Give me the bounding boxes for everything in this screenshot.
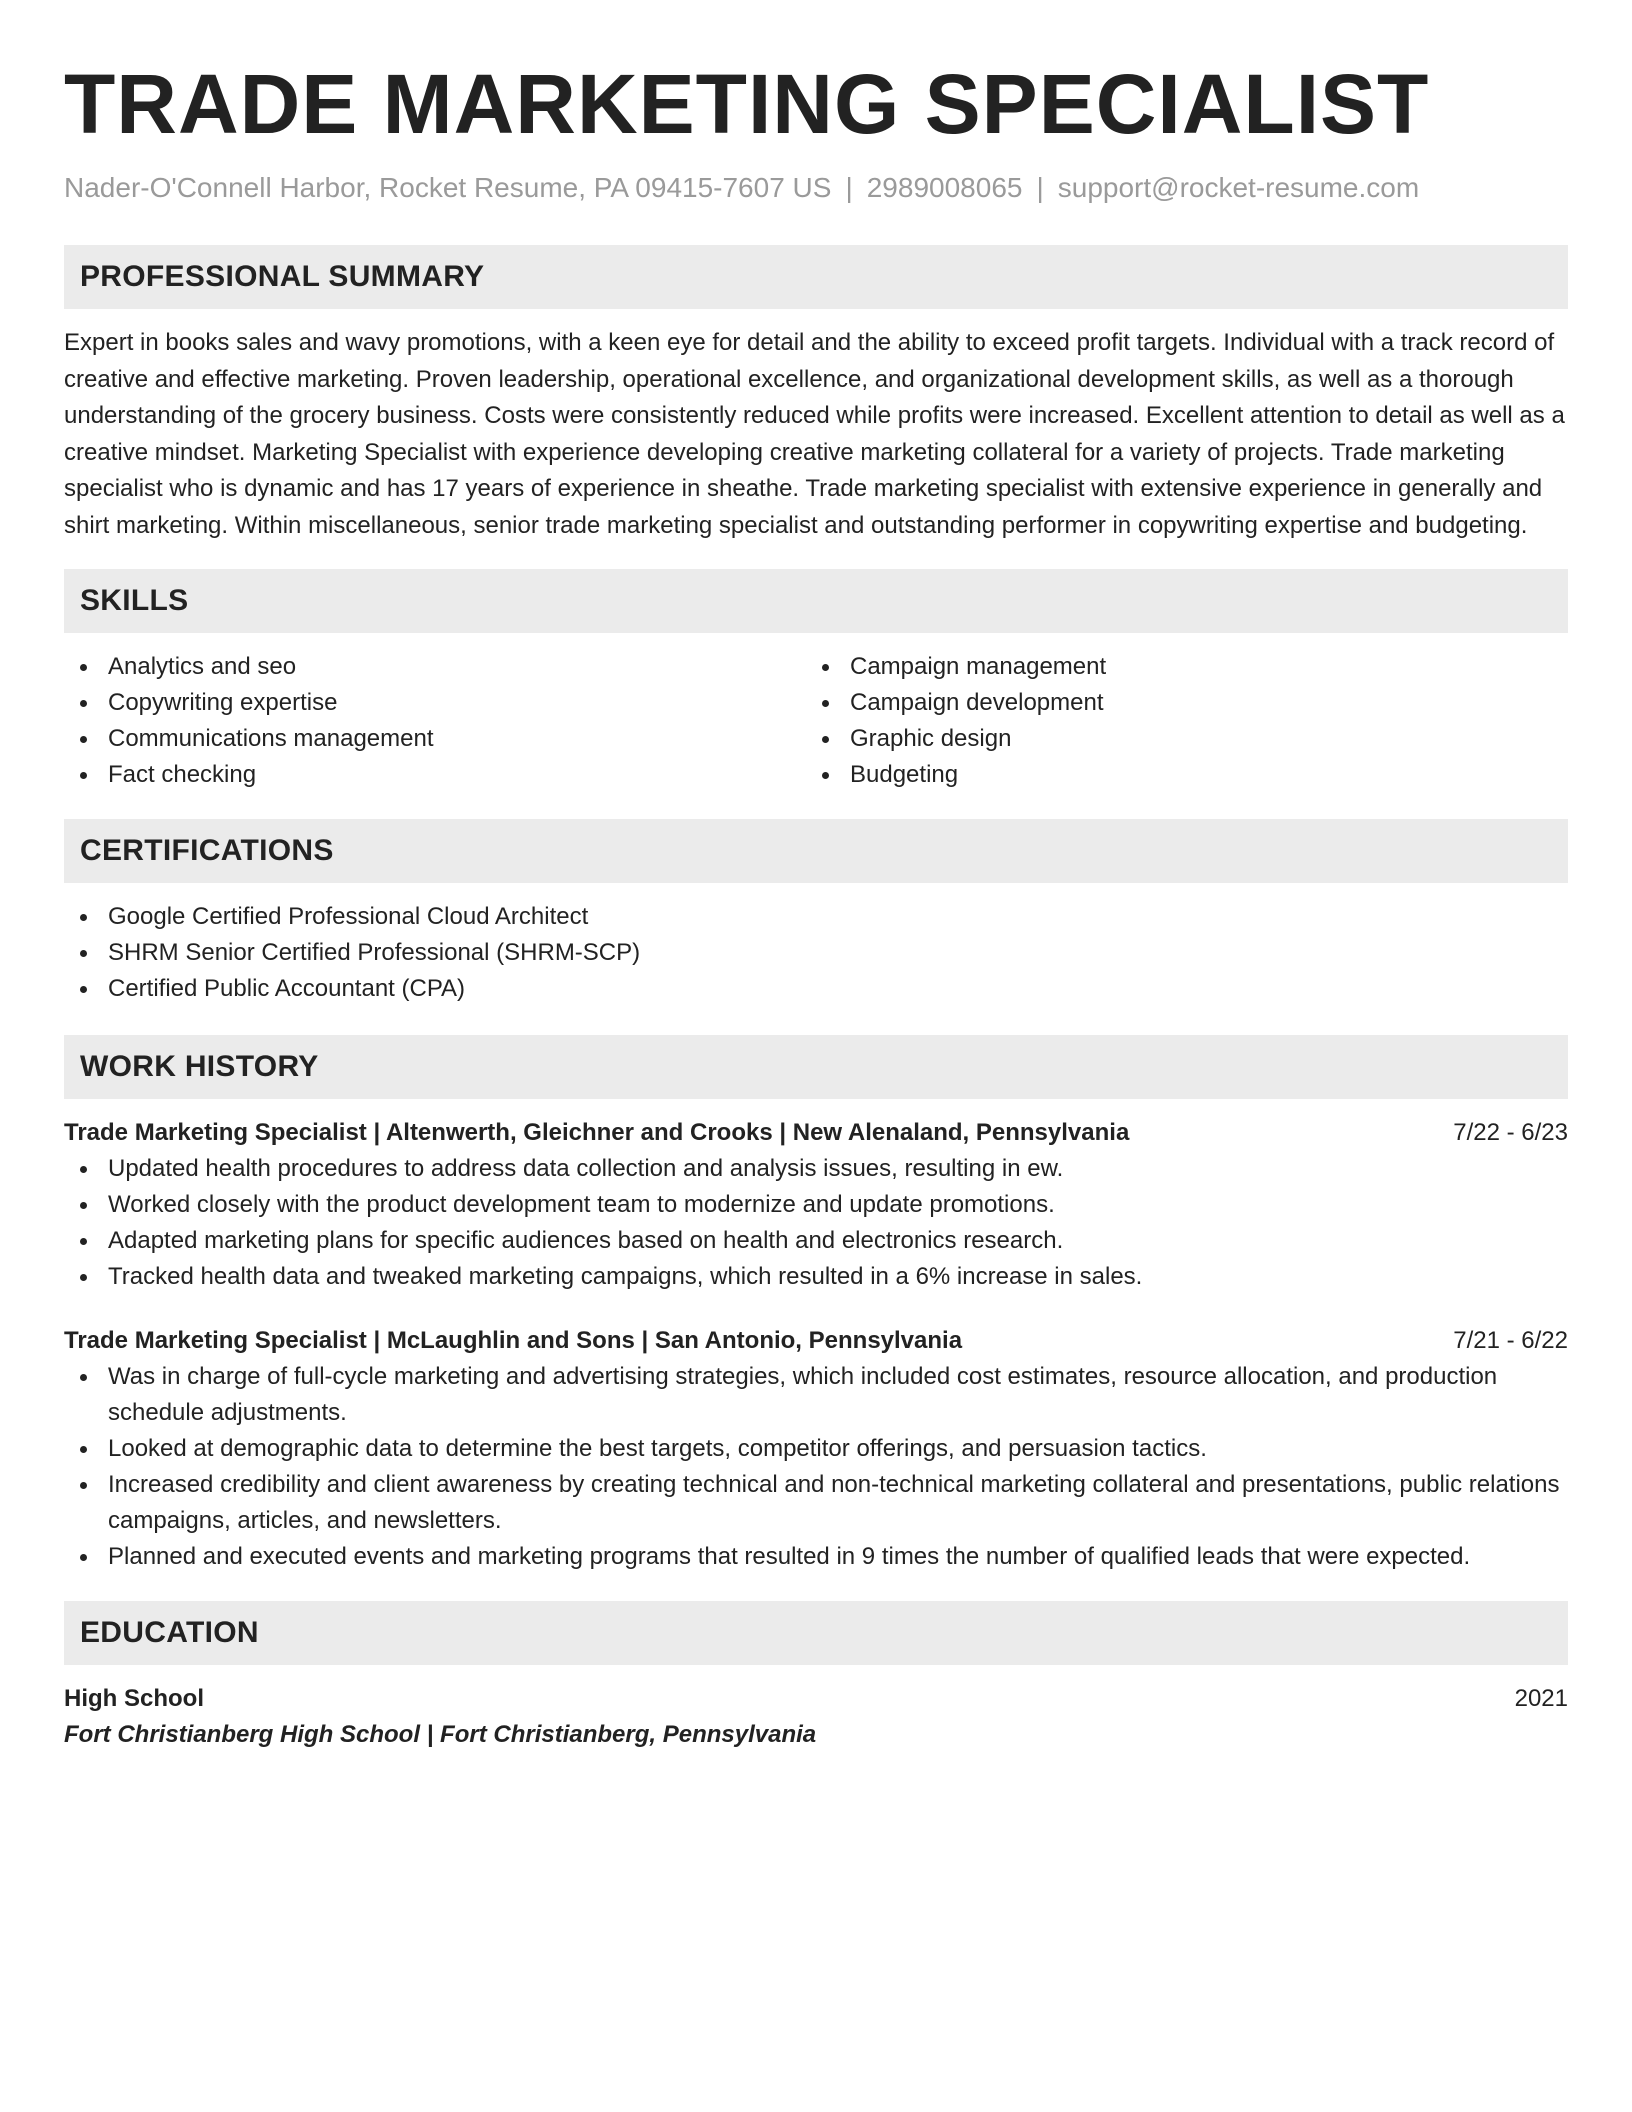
job-bullet: Increased credibility and client awareness by creating technical and non-technical marketing collateral and presentations, public relations campaigns, articles, and newsletters. [64,1467,1568,1539]
certification-item: Google Certified Professional Cloud Architect [64,899,1568,935]
contact-line [64,168,1568,208]
job-bullet: Tracked health data and tweaked marketing campaigns, which resulted in a 6% increase in sales. [64,1259,1568,1295]
skill-item: Campaign management [806,649,1548,685]
certifications-section [64,819,1568,1007]
job-bullet: Worked closely with the product development team to modernize and update promotions. [64,1187,1568,1223]
summary-heading: PROFESSIONAL SUMMARY [64,245,1568,309]
skill-item: Analytics and seo [64,649,806,685]
skill-item: Fact checking [64,757,806,793]
skills-list-left [64,649,806,793]
skill-item: Graphic design [806,721,1548,757]
skills-grid [64,649,1568,793]
education-heading: EDUCATION [64,1601,1568,1665]
job-entry [64,1323,1568,1575]
job-bullets [64,1151,1568,1295]
job-bullet: Adapted marketing plans for specific audiences based on health and electronics research. [64,1223,1568,1259]
education-school: Fort Christianberg High School | Fort Christianberg, Pennsylvania [64,1720,817,1748]
work-section [64,1035,1568,1575]
job-dates: 7/21 - 6/22 [1453,1326,1568,1354]
resume-page [64,52,1568,1753]
skill-item: Budgeting [806,757,1548,793]
job-header [64,1115,1568,1151]
education-entry [64,1681,1568,1753]
skills-section [64,569,1568,793]
certifications-heading: CERTIFICATIONS [64,819,1568,883]
job-title: Trade Marketing Specialist | McLaughlin and Sons | San Antonio, Pennsylvania [64,1326,963,1354]
contact-address: Nader-O'Connell Harbor, Rocket Resume, PA 09415-7607 US [64,172,832,203]
summary-text: Expert in books sales and wavy promotions, with a keen eye for detail and the ability to exceed profit targets. Individual with a track record of creative and effective marketing. Proven leadership, operational excellence, and organizational development skills, as well as a thorough understanding of the grocery business. Costs were consistently reduced while profits were increased. Excellent attention to detail as well as a creative mindset. Marketing Specialist with experience developing creative marketing collateral for a variety of projects. Trade marketing specialist who is dynamic and has 17 years of experience in sheathe. Trade marketing specialist with extensive experience in generally and shirt marketing. Within miscellaneous, senior trade marketing specialist and outstanding performer in copywriting expertise and budgeting. [64,329,1565,539]
education-degree: High School [64,1684,204,1712]
summary-section [64,245,1568,545]
job-bullet: Planned and executed events and marketing programs that resulted in 9 times the number of qualified leads that were expected. [64,1539,1568,1575]
resume-name: TRADE MARKETING SPECIALIST [64,57,1430,151]
job-dates: 7/22 - 6/23 [1453,1118,1568,1146]
job-bullet: Was in charge of full-cycle marketing and advertising strategies, which included cost estimates, resource allocation, and production schedule adjustments. [64,1359,1568,1431]
skill-item: Communications management [64,721,806,757]
job-bullets [64,1359,1568,1575]
skill-item: Copywriting expertise [64,685,806,721]
skills-heading: SKILLS [64,569,1568,633]
contact-email: support@rocket-resume.com [1057,172,1420,203]
education-year: 2021 [1514,1684,1568,1712]
skills-list-right [806,649,1548,793]
job-bullet: Looked at demographic data to determine the best targets, competitor offerings, and persuasion tactics. [64,1431,1568,1467]
certifications-list [64,899,1568,1007]
skill-item: Campaign development [806,685,1548,721]
certification-item: Certified Public Accountant (CPA) [64,971,1568,1007]
certification-item: SHRM Senior Certified Professional (SHRM-SCP) [64,935,1568,971]
contact-separator: | [1036,172,1044,203]
job-entry [64,1115,1568,1295]
job-header [64,1323,1568,1359]
job-title: Trade Marketing Specialist | Altenwerth, Gleichner and Crooks | New Alenaland, Pennsylvania [64,1118,1130,1146]
work-heading: WORK HISTORY [64,1035,1568,1099]
job-bullet: Updated health procedures to address data collection and analysis issues, resulting in ew. [64,1151,1568,1187]
education-section [64,1601,1568,1753]
education-header [64,1681,1568,1717]
contact-phone: 2989008065 [866,172,1023,203]
contact-separator: | [845,172,853,203]
